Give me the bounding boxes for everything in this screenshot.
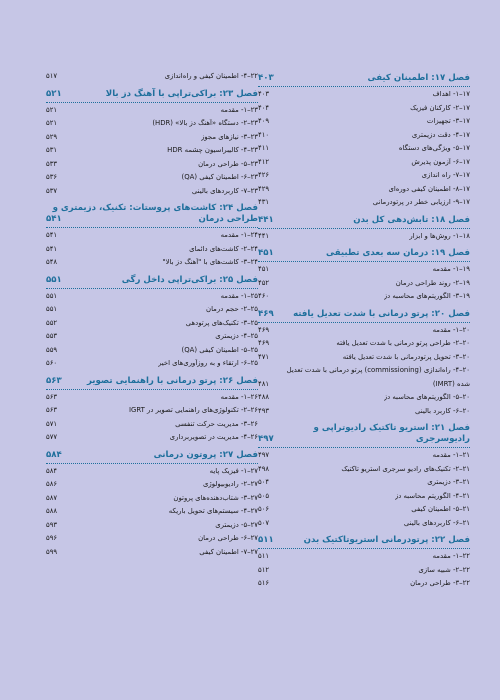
entry-page: ۴۷۱ xyxy=(258,352,270,361)
chapter-title: فصل ۲۰: پرتو درمانی با شدت تعدیل یافته xyxy=(293,308,470,319)
entry-label: ۲۰–۴- راه‌اندازی (commissioning) پرتو درمانی با شدت تعدیل xyxy=(286,366,470,374)
entry-label: ۲۷–۵- دزیمتری xyxy=(215,520,258,529)
chapter-title: فصل ۱۹: درمان سه بعدی تطبیقی xyxy=(326,248,470,258)
toc-entry[interactable] xyxy=(258,277,470,291)
entry-label-continued: شده (IMRT) xyxy=(432,379,470,388)
chapter-20 xyxy=(258,306,470,419)
entry-label: ۲۵–۵- اطمینان کیفی (QA) xyxy=(181,345,258,354)
toc-entry[interactable] xyxy=(258,183,470,197)
entry-label: ۲۳–۱- مقدمه xyxy=(220,105,258,114)
chapter-27 xyxy=(46,447,258,560)
entry-page: ۴۲۶ xyxy=(258,171,270,179)
toc-entry[interactable] xyxy=(46,303,258,317)
entry-page: ۴۳۱ xyxy=(258,198,270,206)
chapter-17 xyxy=(258,70,470,210)
toc-entry[interactable] xyxy=(258,263,470,277)
entry-page: ۵۵۲ xyxy=(46,318,58,327)
entry-page: ۵۲۱ xyxy=(46,119,58,127)
toc-entry[interactable] xyxy=(46,532,258,546)
toc-entry[interactable] xyxy=(258,449,470,463)
entry-label: ۲۱–۴- الگوریتم محاسبه دز xyxy=(394,491,470,500)
entry-page: ۵۷۱ xyxy=(46,419,58,428)
toc-entry[interactable] xyxy=(258,564,470,578)
chapter-page: ۴۵۱ xyxy=(258,248,274,258)
chapter-title: فصل ۱۷: اطمینان کیفی xyxy=(367,73,470,83)
entry-page: ۵۵۱ xyxy=(46,291,58,300)
entry-page: ۵۴۱ xyxy=(46,244,58,253)
toc-entry[interactable] xyxy=(46,330,258,344)
entry-label: ۲۶–۳- مدیریت حرکت تنفسی xyxy=(175,419,258,428)
toc-entry-continued[interactable] xyxy=(258,364,470,378)
entry-page: ۴۱۲ xyxy=(258,157,270,166)
entry-label: ۱۸–۱- روش‌ها و ابزار xyxy=(409,231,470,240)
chapter-heading[interactable] xyxy=(46,86,258,103)
entry-page: ۵۸۴ xyxy=(46,466,58,475)
entry-label: ۲۳–۴- کالیبراسیون چشمه HDR xyxy=(167,146,258,154)
toc-entry[interactable] xyxy=(46,117,258,131)
chapter-title: فصل ۲۲: پرتودرمانی استریوتاکتیک بدن xyxy=(303,535,470,545)
entry-label: ۲۱–۶- کاربردهای بالینی xyxy=(403,518,470,527)
chapter-heading[interactable] xyxy=(258,306,470,323)
chapter-page: ۴۰۳ xyxy=(258,73,274,83)
entry-page: ۴۰۳ xyxy=(258,90,270,98)
entry-page: ۴۹۸ xyxy=(258,464,270,473)
toc-entry[interactable] xyxy=(258,88,470,102)
entry-label: ۱۷–۴- دقت دزیمتری xyxy=(411,130,470,139)
entry-page: ۴۸۱ xyxy=(258,379,270,388)
chapter-page: ۵۶۳ xyxy=(46,375,62,386)
entry-label: ۲۵–۴- دزیمتری xyxy=(215,332,258,340)
entry-label: ۲۶–۲- تکنولوژی‌های راهنمایی تصویر در IGRT xyxy=(128,406,258,414)
toc-entry[interactable] xyxy=(46,431,258,445)
toc-entry[interactable] xyxy=(258,463,470,477)
entry-label: ۲۰–۱- مقدمه xyxy=(432,325,470,334)
entry-label: ۲۶–۱- مقدمه xyxy=(220,392,258,401)
entry-label: ۱۹–۲- روند طراحی درمان xyxy=(395,278,470,287)
toc-entry[interactable] xyxy=(46,131,258,145)
toc-entry[interactable] xyxy=(46,357,258,371)
entry-page: ۵۴۱ xyxy=(46,231,58,239)
entry-label: ۱۷–۷- راه اندازی xyxy=(421,171,470,179)
chapter-page: ۴۴۱ xyxy=(258,214,274,225)
entry-label: ۱۷–۵- ویژگی‌های دستگاه xyxy=(398,144,470,152)
chapter-25 xyxy=(46,272,258,371)
toc-entry[interactable] xyxy=(46,505,258,519)
chapter-page: ۵۱۱ xyxy=(258,535,274,545)
entry-page: ۵۱۶ xyxy=(258,579,270,587)
entry-label: ۲۳–۷- کاربردهای بالینی xyxy=(191,186,258,195)
chapter-heading[interactable] xyxy=(258,532,470,549)
entry-label: ۲۵–۶- ارتقاء و به روزآوری‌های اخیر xyxy=(157,359,258,367)
entry-page: ۵۵۱ xyxy=(46,305,58,313)
entry-page: ۴۶۰ xyxy=(258,292,270,300)
toc-entry[interactable] xyxy=(258,405,470,419)
entry-page: ۵۰۶ xyxy=(258,505,270,513)
entry-page: ۵۰۵ xyxy=(258,491,270,500)
entry-page: ۴۹۷ xyxy=(258,451,270,459)
entry-label: ۲۴–۳- کاشت‌های با "آهنگ دز بالا" xyxy=(162,258,258,266)
entry-label: ۲۷–۷- اطمینان کیفی xyxy=(199,547,258,556)
entry-page: ۵۸۸ xyxy=(46,507,58,515)
toc-entry[interactable] xyxy=(258,337,470,351)
toc-entry[interactable] xyxy=(258,129,470,143)
toc-entry[interactable] xyxy=(258,577,470,591)
toc-entry[interactable] xyxy=(46,229,258,243)
chapter-heading[interactable] xyxy=(258,245,470,262)
entry-label: ۱۷–۱- اهداف xyxy=(432,90,470,98)
entry-label: ۲۰–۲- طراحی پرتو درمانی با شدت تعدیل یافته xyxy=(336,339,470,347)
entry-page: ۴۱۰ xyxy=(258,130,270,139)
entry-label: ۲۳–۶- اطمینان کیفی (QA) xyxy=(181,173,258,181)
entry-label: ۲۱–۳- دزیمتری xyxy=(427,478,470,486)
entry-page: ۵۳۳ xyxy=(46,159,58,168)
entry-label: ۲۴–۲- کاشت‌های دائمای xyxy=(189,244,258,253)
entry-page: ۵۱۲ xyxy=(258,565,270,574)
chapter-heading[interactable] xyxy=(46,373,258,390)
entry-page: ۴۰۴ xyxy=(258,103,270,112)
toc-left-column xyxy=(46,70,258,561)
toc-entry[interactable] xyxy=(258,156,470,170)
entry-page: ۵۲۹ xyxy=(46,132,58,141)
entry-page: ۵۷۷ xyxy=(46,433,58,441)
chapter-18 xyxy=(258,212,470,244)
toc-entry[interactable] xyxy=(258,391,470,405)
chapter-24 xyxy=(46,200,258,270)
toc-entry[interactable] xyxy=(46,418,258,432)
entry-page: ۵۵۹ xyxy=(46,345,58,354)
entry-page: ۵۹۶ xyxy=(46,534,58,542)
entry-page: ۴۸۸ xyxy=(258,393,270,401)
chapter-heading[interactable] xyxy=(258,420,470,448)
chapter-title: فصل ۲۵: براکی‌تراپی داخل رگی xyxy=(121,274,258,285)
toc-entry[interactable] xyxy=(258,142,470,156)
chapter-page: ۴۹۷ xyxy=(258,434,274,444)
entry-page: ۴۲۹ xyxy=(258,184,270,193)
toc-entry[interactable] xyxy=(258,169,470,183)
chapter-23 xyxy=(46,86,258,199)
entry-label: ۲۲–۳- طراحی درمان xyxy=(410,579,470,587)
entry-label: ۱۷–۳- تجهیزات xyxy=(426,117,470,125)
entry-label: ۲۲–۲- شبیه سازی xyxy=(418,565,470,574)
toc-entry[interactable] xyxy=(46,104,258,118)
entry-label: ۲۰–۳- تحویل پرتودرمانی با شدت تعدیل یافته xyxy=(342,352,470,361)
toc-entry[interactable] xyxy=(46,185,258,199)
toc-entry[interactable] xyxy=(46,171,258,185)
toc-entry[interactable] xyxy=(46,243,258,257)
chapter-title: فصل ۲۳: براکی‌تراپی با آهنگ دز بالا xyxy=(105,88,258,99)
entry-page: ۵۸۷ xyxy=(46,493,58,502)
chapter-21 xyxy=(258,420,470,530)
entry-label: ۱۷–۶- آزمون پذیرش xyxy=(411,157,470,166)
entry-label: ۲۱–۵- اطمینان کیفی xyxy=(411,505,470,513)
entry-label: ۲۵–۳- تکنیک‌های پرتودهی xyxy=(185,318,258,327)
toc-entry[interactable] xyxy=(46,492,258,506)
toc-entry[interactable] xyxy=(46,478,258,492)
entry-label: ۲۳–۲- دستگاه «آهنگ دز بالا» (HDR) xyxy=(152,119,258,127)
entry-page: ۵۳۶ xyxy=(46,173,58,181)
chapter-title-second-line xyxy=(46,214,258,225)
entry-page: ۵۱۱ xyxy=(258,552,270,560)
entry-page: ۴۶۹ xyxy=(258,325,270,334)
toc-entry[interactable] xyxy=(258,196,470,210)
chapter-19 xyxy=(258,245,470,304)
entry-page: ۴۶۹ xyxy=(258,339,270,347)
toc-entry[interactable] xyxy=(46,317,258,331)
entry-page: ۴۴۱ xyxy=(258,231,270,240)
toc-entry[interactable] xyxy=(46,344,258,358)
entry-page: ۵۹۳ xyxy=(46,520,58,529)
chapter-title: فصل ۲۷: پروتون درمانی xyxy=(153,449,258,460)
entry-label: ۲۰–۵- الگوریتم‌های محاسبه دز xyxy=(383,393,470,401)
entry-label: ۱۹–۱- مقدمه xyxy=(432,265,470,273)
toc-entry[interactable] xyxy=(46,158,258,172)
chapter-heading[interactable] xyxy=(46,200,258,228)
entry-page: ۵۹۹ xyxy=(46,547,58,556)
entry-label: ۲۷–۶- طراحی درمان xyxy=(198,534,258,542)
toc-entry[interactable] xyxy=(46,465,258,479)
chapter-heading[interactable] xyxy=(258,70,470,87)
entry-page: ۵۰۷ xyxy=(258,518,270,527)
entry-label: ۱۷–۸- اطمینان کیفی دوره‌ای xyxy=(388,184,470,193)
entry-page: ۴۰۹ xyxy=(258,117,270,125)
entry-label: ۲۷–۲- رادیوبیولوژی xyxy=(203,480,258,488)
entry-page: ۵۸۶ xyxy=(46,480,58,488)
entry-label: ۲۵–۲- حجم درمان xyxy=(206,305,258,313)
entry-label: ۲۷–۱- فیزیک پایه xyxy=(209,466,258,475)
chapter-title-continued: طراحی درمان xyxy=(198,214,258,224)
chapter-22-continued xyxy=(46,70,258,84)
entry-label: ۲۰–۶- کاربرد بالینی xyxy=(415,406,470,415)
entry-page: ۵۰۴ xyxy=(258,478,270,486)
entry-page: ۵۴۸ xyxy=(46,258,58,266)
entry-label: ۱۷–۲- کارکنان فیزیک xyxy=(410,103,470,112)
entry-label: ۲۵–۱- مقدمه xyxy=(220,291,258,300)
entry-label: ۲۶–۴- مدیریت در تصویربرداری xyxy=(169,433,258,441)
toc-entry[interactable] xyxy=(258,324,470,338)
toc-entry[interactable] xyxy=(258,517,470,531)
toc-entry[interactable] xyxy=(46,404,258,418)
entry-page: ۵۶۰ xyxy=(46,359,58,367)
entry-page: ۴۵۱ xyxy=(258,265,270,273)
entry-page: ۵۵۳ xyxy=(46,332,58,340)
toc-entry[interactable] xyxy=(258,115,470,129)
toc-entry[interactable] xyxy=(46,391,258,405)
entry-label: ۲۴–۱- مقدمه xyxy=(220,231,258,239)
entry-page: ۵۶۳ xyxy=(46,406,58,414)
chapter-heading[interactable] xyxy=(258,212,470,229)
chapter-22 xyxy=(258,532,470,591)
chapter-title: فصل ۲۶: پرتو درمانی با راهنمایی تصویر xyxy=(86,375,258,386)
chapter-title: فصل ۲۱: استریو تاکتیک رادیوتراپی و رادیوسرجری xyxy=(313,423,470,444)
toc-entry[interactable] xyxy=(46,144,258,158)
toc-entry[interactable] xyxy=(258,230,470,244)
entry-label: ۲۲–۱- مقدمه xyxy=(432,552,470,560)
toc-entry[interactable] xyxy=(258,476,470,490)
toc-entry[interactable] xyxy=(46,290,258,304)
toc-right-column xyxy=(258,70,470,593)
chapter-page: ۴۶۹ xyxy=(258,308,274,319)
entry-label: ۲۷–۳- شتاب‌دهنده‌های پروتون xyxy=(173,493,258,502)
entry-label: ۱۹–۳- الگوریتم‌های محاسبه دز xyxy=(383,292,470,300)
entry-label: ۲۱–۲- تکنیک‌های رادیو سرجری استریو تاکتیک xyxy=(341,464,470,473)
entry-page: ۵۲۱ xyxy=(46,105,58,114)
chapter-page: ۵۲۱ xyxy=(46,88,62,99)
entry-page: ۵۳۱ xyxy=(46,146,58,154)
toc-entry[interactable] xyxy=(46,546,258,560)
chapter-heading[interactable] xyxy=(46,447,258,464)
toc-entry[interactable] xyxy=(46,70,258,84)
entry-page: ۵۱۷ xyxy=(46,72,58,80)
toc-entry[interactable] xyxy=(46,519,258,533)
entry-label: ۲۳–۳- نیازهای مجوز xyxy=(200,132,258,141)
chapter-page: ۵۵۱ xyxy=(46,274,62,285)
chapter-heading[interactable] xyxy=(46,272,258,289)
entry-label: ۲۳–۵- طراحی درمان xyxy=(198,159,258,168)
toc-entry[interactable] xyxy=(258,351,470,365)
entry-label: ۲۲–۴- اطمینان کیفی و راه‌اندازی xyxy=(164,72,258,80)
toc-entry[interactable] xyxy=(46,256,258,270)
toc-entry[interactable] xyxy=(258,550,470,564)
chapter-page: ۵۴۱ xyxy=(46,214,62,224)
toc-entry[interactable] xyxy=(258,503,470,517)
chapter-title: فصل ۱۸: تابش‌دهی کل بدن xyxy=(353,214,470,225)
entry-page: ۴۱۱ xyxy=(258,144,270,152)
entry-page: ۴۵۲ xyxy=(258,278,270,287)
chapter-26 xyxy=(46,373,258,445)
entry-label: ۲۱–۱- مقدمه xyxy=(432,451,470,459)
toc-entry[interactable] xyxy=(258,378,470,392)
entry-page: ۵۶۳ xyxy=(46,392,58,401)
entry-page: ۴۹۳ xyxy=(258,406,270,415)
chapter-page: ۵۸۴ xyxy=(46,449,62,460)
entry-page: ۵۳۷ xyxy=(46,186,58,195)
toc-entry[interactable] xyxy=(258,102,470,116)
chapter-title: فصل ۲۴: کاشت‌های پروستات: تکنیک، دزیمتری و xyxy=(52,203,258,213)
entry-label: ۱۷–۹- ارزیابی خطر در پرتودرمانی xyxy=(372,198,470,206)
toc-entry[interactable] xyxy=(258,490,470,504)
entry-label: ۲۷–۴- سیستم‌های تحویل باریکه xyxy=(168,507,258,515)
toc-entry[interactable] xyxy=(258,290,470,304)
